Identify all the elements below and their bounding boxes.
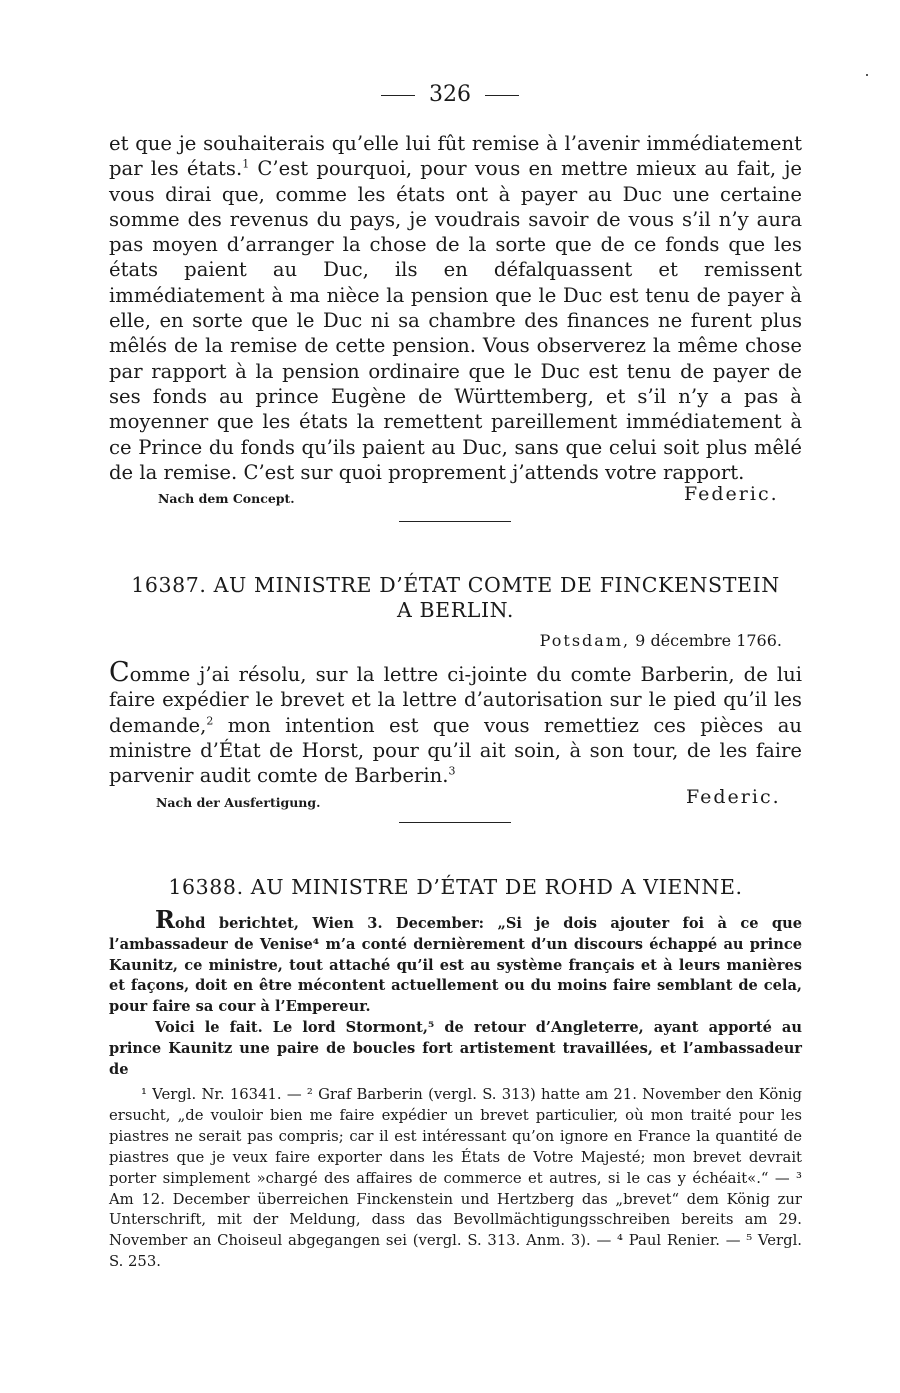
paragraph: Voici le fait. Le lord Stormont,⁵ de retour d’Angleterre, ayant apporté au prince Kaunitz une paire de boucles fort artistement travaillées, et l’ambassadeur de [109,1018,802,1078]
section-divider [399,521,511,522]
page-header [0,82,900,107]
section-divider [399,822,511,823]
continued-letter-text: et que je souhaiterais qu’elle lui fût remise à l’avenir immédiatement par les états.$^1$ C’est pourquoi, pour vous en mettre mieux au fait, je vous dirai que, comme les états ont à payer au Duc une certaine somme des revenus du pays, je voudrais savoir de vous s’il n’y aura pas moyen d’arranger la chose de la sorte que de ce fonds que les états paient au Duc, ils en défalquassent et remissent immédiatement à ma nièce la pension que le Duc est tenu de payer à elle, en sorte que le Duc ni sa chambre des finances ne furent plus mêlés de la remise de cette pension. Vous observerez la même chose par rapport à la pension ordinaire que le Duc est tenu de payer de ses fonds au prince Eugène de Württemberg, et s’il n’y a pas à moyenner que les états la remettent pareillement immédiatement à ce Prince du fonds qu’ils paient au Duc, sans que celui soit plus mêlé de la remise. C’est sur quoi proprement j’attends votre rapport. [109,132,802,484]
dateline [540,631,782,650]
letter-16388-text [109,905,802,1080]
signature: Federic. [686,786,781,808]
letter-heading-16387 [109,573,802,623]
heading-line-1: 16387. AU MINISTRE D’ÉTAT COMTE DE FINCKENSTEIN [131,573,780,597]
footnote-ref: 1 [242,157,250,171]
page-number: 326 [429,82,471,107]
date: 9 décembre 1766. [635,631,782,650]
header-dash-left [381,95,415,96]
place: Potsdam, [539,631,631,650]
letter-heading-16388: 16388. AU MINISTRE D’ÉTAT DE ROHD A VIENNE. [168,875,743,899]
footnote-ref: 3 [448,764,456,778]
paragraph: Rohd berichtet, Wien 3. December: „Si je dois ajouter foi à ce que l’ambassadeur de Venise⁴ m’a conté dernièrement d’un discours échappé au prince Kaunitz, ce ministre, tout attaché qu’il est au système français et à leurs manières et façons, doit en être mécontent actuellement ou du moins faire semblant de cela, pour faire sa cour à l’Empereur. [109,905,802,1016]
letter-16387-text: Comme j’ai résolu, sur la lettre ci-jointe du comte Barberin, de lui faire expédier le brevet et la lettre d’autorisation sur le pied qu’il les demande,$^2$ mon intention est que vous remettiez ces pièces au ministre d’État de Horst, pour qu’il ait soin, à son tour, de les faire parvenir audit comte de Barberin.$^3$ [109,657,802,788]
header-dash-right [485,95,519,96]
scan-speck [866,74,868,76]
source-note: Nach dem Concept. [158,491,295,506]
drop-cap: R [155,905,175,934]
footnote-text: ¹ Vergl. Nr. 16341. — ² Graf Barberin (vergl. S. 313) hatte am 21. November den König ersucht, „de vouloir bien me faire expédier un brevet particulier, où mon traité pour les piastres ne serait pas compris; car il est intéressant qu’on ignore en France la quantité de piastres que je veux faire exporter dans les États de Votre Majesté; mon brevet devrait porter simplement »chargé des affaires de commerce et autres, si le cas y échéait«.“ — ³ Am 12. December überreichen Finckenstein und Hertzberg das „brevet“ dem König zur Unterschrift, mit der Meldung, dass das Bevollmächtigungsschreiben bereits am 29. November an Choiseul abgegangen sei (vergl. S. 313. Anm. 3). — ⁴ Paul Renier. — ⁵ Vergl. S. 253. [109,1086,802,1271]
footnote-ref: 2 [206,714,214,728]
source-note: Nach der Ausfertigung. [156,795,321,810]
signature: Federic. [684,483,779,505]
drop-cap: C [109,657,130,688]
footnotes [109,1085,802,1273]
heading-line-2: A BERLIN. [396,598,515,622]
